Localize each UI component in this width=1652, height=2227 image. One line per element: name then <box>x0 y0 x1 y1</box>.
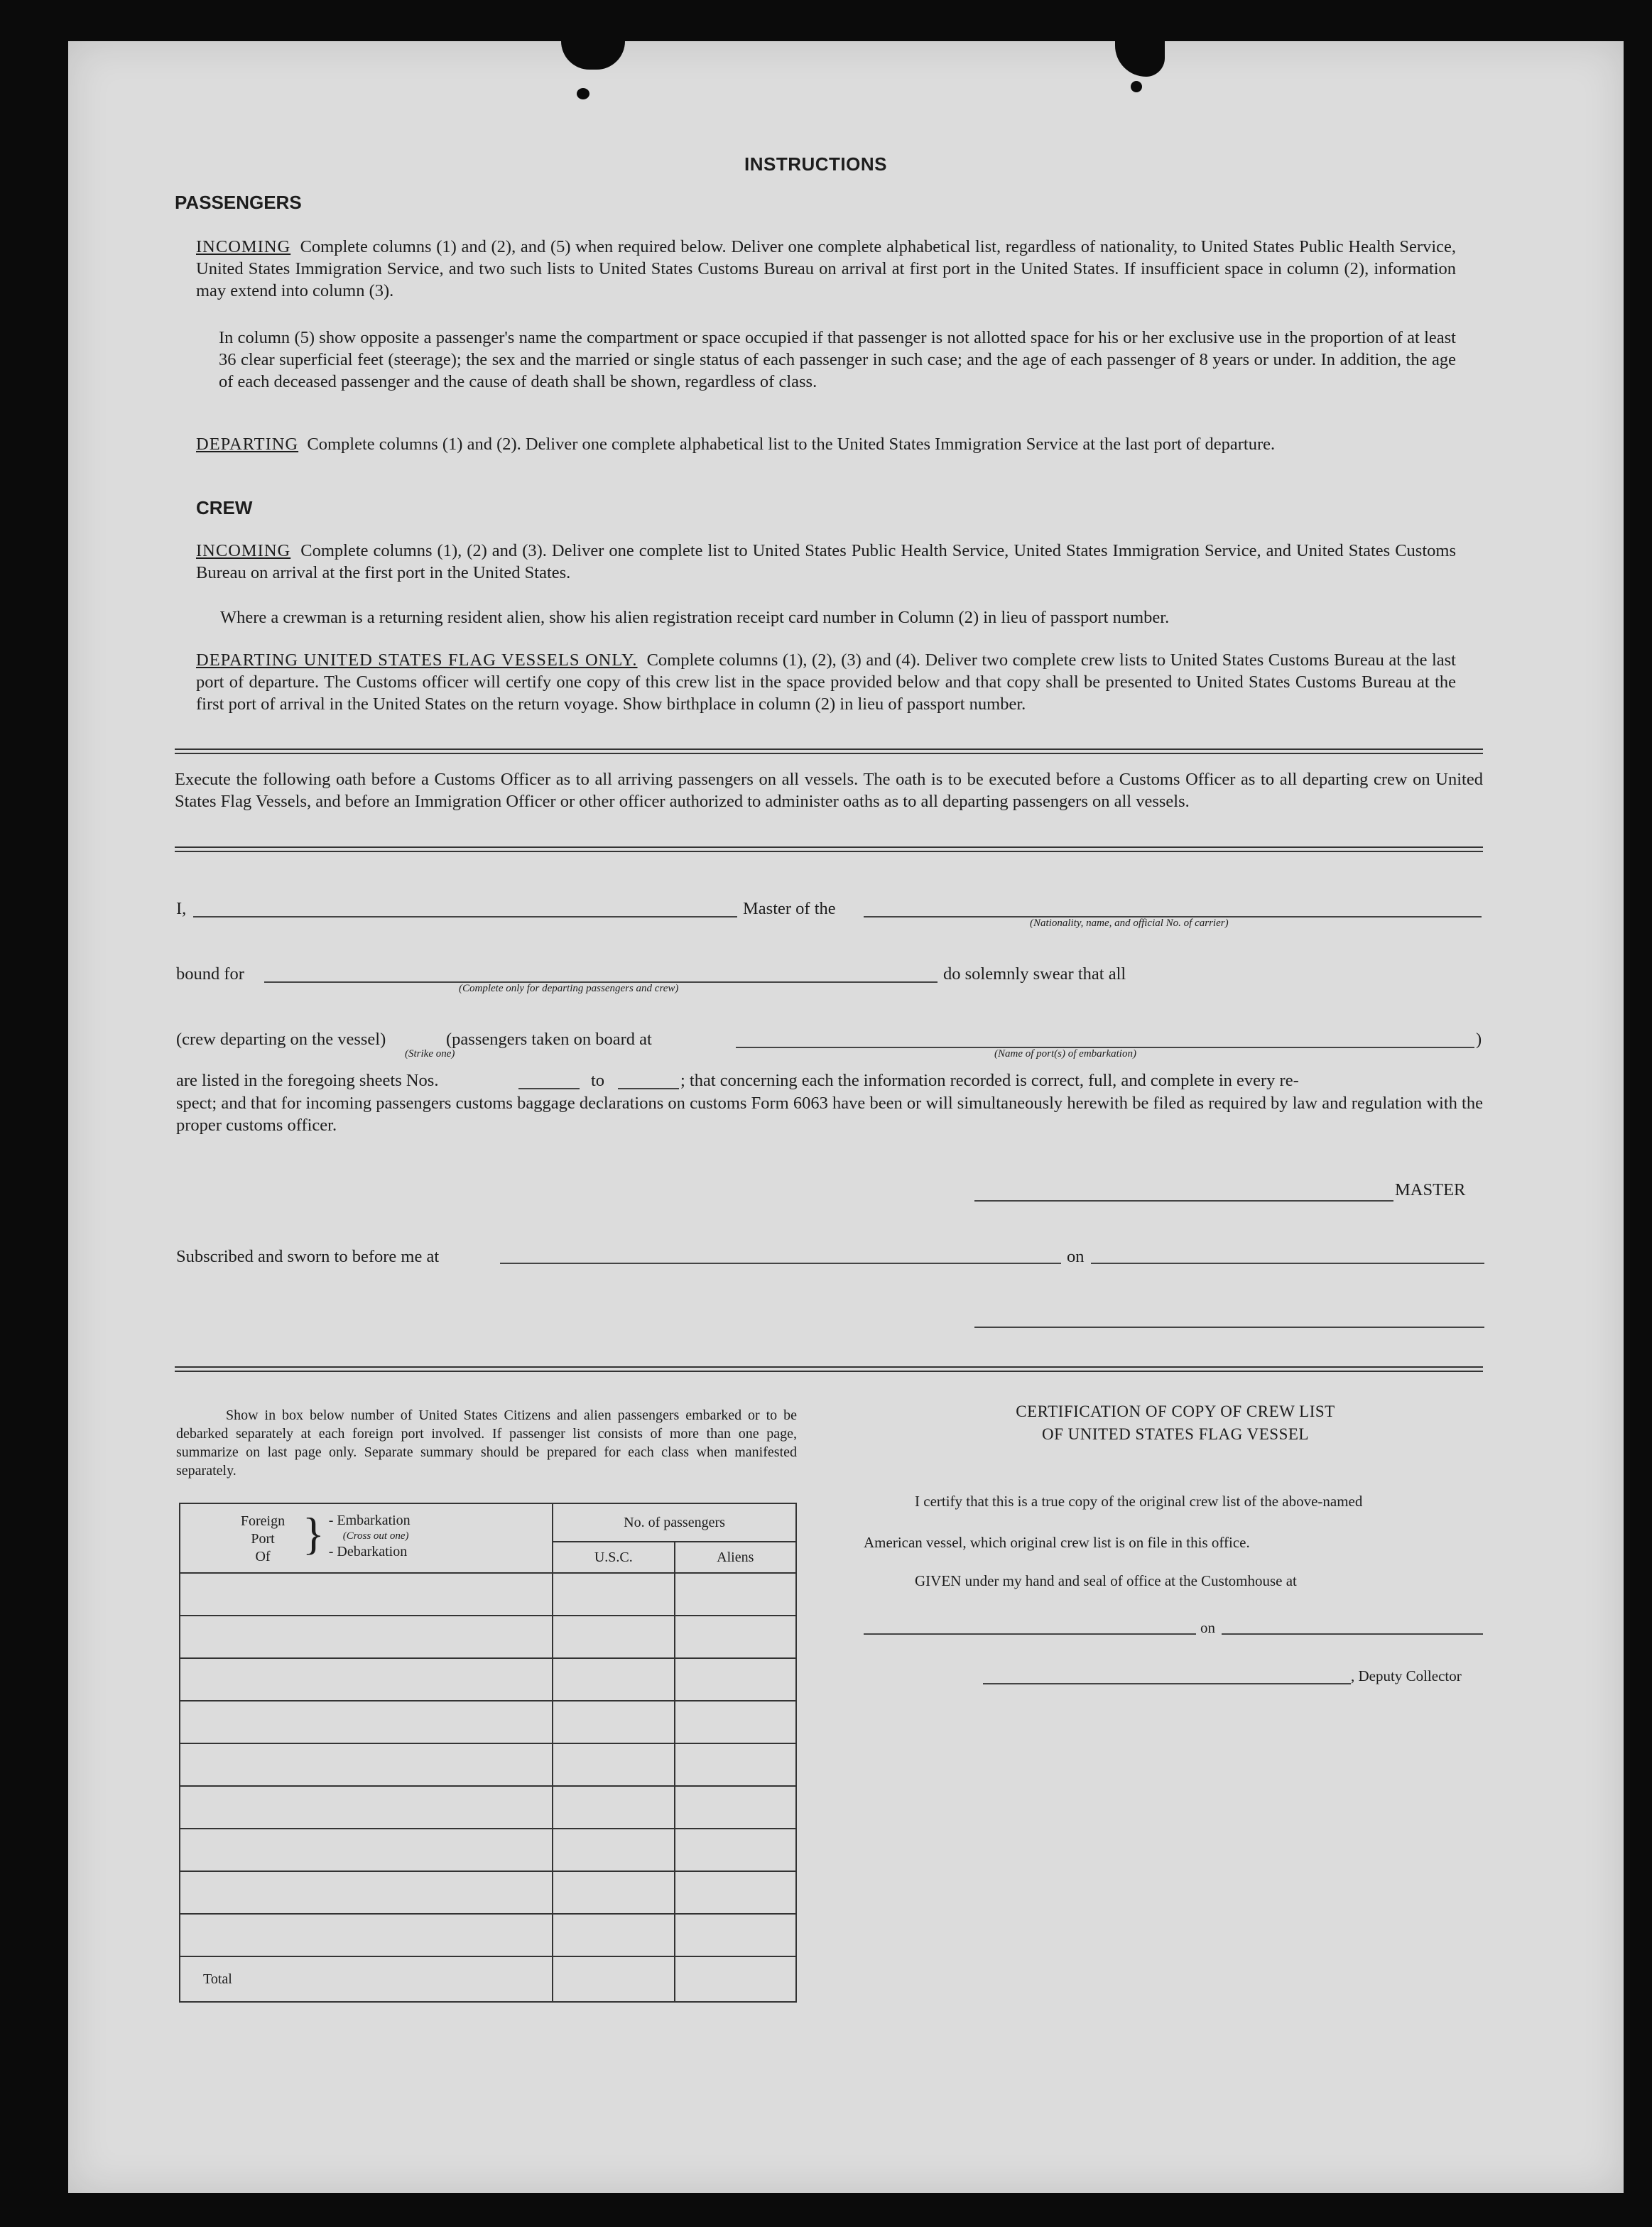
usc-cell[interactable] <box>553 1871 674 1914</box>
aliens-cell[interactable] <box>675 1871 796 1914</box>
aliens-header: Aliens <box>675 1542 796 1573</box>
sheets-text: ; that concerning each the information recorded is correct, full, and complete in every re- <box>680 1071 1299 1090</box>
aliens-cell[interactable] <box>675 1914 796 1956</box>
port-cell[interactable] <box>180 1914 553 1956</box>
paper-hole-dot <box>1131 81 1142 92</box>
passengers-departing-paragraph <box>196 433 1456 455</box>
usc-cell[interactable] <box>553 1573 674 1616</box>
oath-intro-paragraph: Execute the following oath before a Customs Officer as to all arriving passengers on all vessels. The oath is to be executed before a Customs Officer as to all departing crew on United States Flag Vessels, and before an Immigration Officer or other officer authorized to administer oaths as to all departing passengers on all vessels. <box>175 770 1483 811</box>
passengers-heading: PASSENGERS <box>175 192 302 213</box>
oath-i-label: I, <box>176 899 187 918</box>
certification-date-line[interactable] <box>1222 1633 1483 1635</box>
passengers-taken-option[interactable]: (passengers taken on board at <box>446 1030 652 1049</box>
bound-for-label: bound for <box>176 964 244 984</box>
usc-cell[interactable] <box>553 1829 674 1871</box>
crew-incoming-paragraph <box>196 540 1456 584</box>
embarkation-label[interactable]: - Embarkation <box>328 1513 411 1528</box>
passengers-departing-text: Complete columns (1) and (2). Deliver one complete alphabetical list to the United States Immigration Service at the last port of departure. <box>307 435 1276 454</box>
crew-departing-option[interactable]: (crew departing on the vessel) <box>176 1030 386 1049</box>
port-cell[interactable] <box>180 1871 553 1914</box>
subscribed-label: Subscribed and sworn to before me at <box>176 1247 440 1266</box>
deputy-collector-label: , Deputy Collector <box>1351 1667 1462 1684</box>
subscribed-place-line[interactable] <box>500 1263 1061 1264</box>
of-label: Of <box>255 1549 271 1564</box>
crew-departing-text: Complete columns (1), (2), (3) and (4). Deliver two complete crew lists to United States Customs Bureau at the last port of departure. The Customs officer will certify one copy of this crew list in the space provided below and that copy shall be presented to United States Customs Bureau at the first port of arrival in the United States on the return voyage. Show birthplace in column (2) in lieu of passport number. <box>196 650 1456 714</box>
section-divider <box>175 748 1483 754</box>
passengers-incoming-text: Complete columns (1) and (2), and (5) when required below. Deliver one complete alphabetical list, regardless of nationality, to United States Public Health Service, United States Immigration Service, and two such lists to United States Customs Bureau on arrival at first port in the United States. If insufficient space in column (2), information may extend into column (3). <box>196 237 1457 300</box>
sheets-to-label: to <box>591 1071 605 1090</box>
given-text: GIVEN under my hand and seal of office at the Customhouse at <box>915 1572 1297 1589</box>
certification-on-label: on <box>1200 1619 1215 1636</box>
port-cell[interactable] <box>180 1829 553 1871</box>
passengers-incoming-paragraph <box>196 236 1456 302</box>
customhouse-line[interactable] <box>864 1633 1196 1635</box>
cross-out-caption: (Cross out one) <box>342 1530 409 1542</box>
port-cell[interactable] <box>180 1573 553 1616</box>
foreign-label: Foreign <box>240 1513 286 1529</box>
aliens-cell[interactable] <box>675 1743 796 1786</box>
close-paren: ) <box>1476 1030 1482 1049</box>
crew-departing-paragraph <box>196 649 1456 715</box>
section-divider <box>175 846 1483 852</box>
total-label: Total <box>203 1971 232 1987</box>
usc-header: U.S.C. <box>553 1542 674 1573</box>
aliens-cell[interactable] <box>675 1829 796 1871</box>
foreign-port-header <box>180 1503 553 1573</box>
brace-icon: } <box>303 1508 325 1559</box>
master-name-line[interactable] <box>193 916 737 918</box>
debarkation-label[interactable]: - Debarkation <box>328 1544 408 1559</box>
port-cell[interactable] <box>180 1658 553 1701</box>
usc-cell[interactable] <box>553 1786 674 1829</box>
sheets-label: are listed in the foregoing sheets Nos. <box>176 1071 439 1090</box>
certification-title <box>866 1400 1484 1446</box>
master-of-the-label: Master of the <box>743 899 836 918</box>
subscribed-date-line[interactable] <box>1091 1263 1484 1264</box>
total-row-label <box>180 1956 553 2002</box>
total-aliens-cell[interactable] <box>675 1956 796 2002</box>
strike-one-caption: (Strike one) <box>405 1048 455 1060</box>
passenger-summary-table <box>179 1503 797 2003</box>
aliens-cell[interactable] <box>675 1701 796 1743</box>
certify-text: I certify that this is a true copy of the original crew list of the above-named <box>915 1493 1363 1510</box>
aliens-cell[interactable] <box>675 1616 796 1658</box>
american-vessel-text: American vessel, which original crew list is on file in this office. <box>864 1534 1250 1551</box>
aliens-cell[interactable] <box>675 1786 796 1829</box>
port-cell[interactable] <box>180 1786 553 1829</box>
total-usc-cell[interactable] <box>553 1956 674 2002</box>
no-of-passengers-header: No. of passengers <box>553 1503 796 1542</box>
ports-caption: (Name of port(s) of embarkation) <box>994 1048 1136 1060</box>
master-label: MASTER <box>1395 1180 1466 1199</box>
port-cell[interactable] <box>180 1743 553 1786</box>
passengers-column5-paragraph: In column (5) show opposite a passenger's name the compartment or space occupied if that passenger is not allotted space for his or her exclusive use in the proportion of at least 36 clear superficial feet (steerage); the sex and the married or single status of each passenger in such case; and the age of each passenger of 8 years or under. In addition, the age of each deceased passenger and the cause of death shall be shown, regardless of class. <box>219 328 1456 391</box>
aliens-cell[interactable] <box>675 1573 796 1616</box>
usc-cell[interactable] <box>553 1743 674 1786</box>
bound-for-caption: (Complete only for departing passengers and crew) <box>459 983 679 994</box>
passengers-departing-label: DEPARTING <box>196 435 299 454</box>
sheets-to-line[interactable] <box>618 1088 679 1089</box>
subscribed-on-label: on <box>1067 1247 1085 1266</box>
port-cell[interactable] <box>180 1616 553 1658</box>
section-divider <box>175 1366 1483 1372</box>
aliens-cell[interactable] <box>675 1658 796 1701</box>
master-signature-line[interactable] <box>974 1200 1393 1202</box>
passengers-incoming-label: INCOMING <box>196 237 291 256</box>
usc-cell[interactable] <box>553 1658 674 1701</box>
crew-incoming-text: Complete columns (1), (2) and (3). Deliver one complete list to United States Public Health Service, United States Immigration Service, and United States Customs Bureau on arrival at the first port in the United States. <box>196 541 1456 582</box>
port-label: Port <box>251 1531 275 1547</box>
paper-hole-dot <box>577 88 589 99</box>
sheets-continued: spect; and that for incoming passengers customs baggage declarations on customs Form 6063 have been or will simultaneously herewith be filed as required by law and regulation with the proper customs officer. <box>176 1094 1483 1135</box>
deputy-signature-line[interactable] <box>983 1683 1351 1684</box>
summary-note: Show in box below number of United States Citizens and alien passengers embarked or to be debarked separately at each foreign port involved. If passenger list consists of more than one page, summarize on last page only. Separate summary should be prepared for each class when manifested separately. <box>176 1407 797 1479</box>
officer-signature-line[interactable] <box>974 1327 1484 1328</box>
nationality-caption: (Nationality, name, and official No. of carrier) <box>1030 918 1229 929</box>
sheets-from-line[interactable] <box>518 1088 580 1089</box>
page-title: INSTRUCTIONS <box>744 153 887 175</box>
crew-resident-paragraph: Where a crewman is a returning resident alien, show his alien registration receipt card number in Column (2) in lieu of passport number. <box>220 608 1170 627</box>
crew-departing-label: DEPARTING UNITED STATES FLAG VESSELS ONLY. <box>196 650 638 670</box>
usc-cell[interactable] <box>553 1701 674 1743</box>
certification-title-line1: CERTIFICATION OF COPY OF CREW LIST <box>1016 1403 1335 1420</box>
swear-label: do solemnly swear that all <box>943 964 1126 984</box>
usc-cell[interactable] <box>553 1914 674 1956</box>
crew-heading: CREW <box>196 497 253 518</box>
usc-cell[interactable] <box>553 1616 674 1658</box>
crew-incoming-label: INCOMING <box>196 541 291 560</box>
certification-title-line2: OF UNITED STATES FLAG VESSEL <box>1042 1425 1309 1443</box>
port-cell[interactable] <box>180 1701 553 1743</box>
